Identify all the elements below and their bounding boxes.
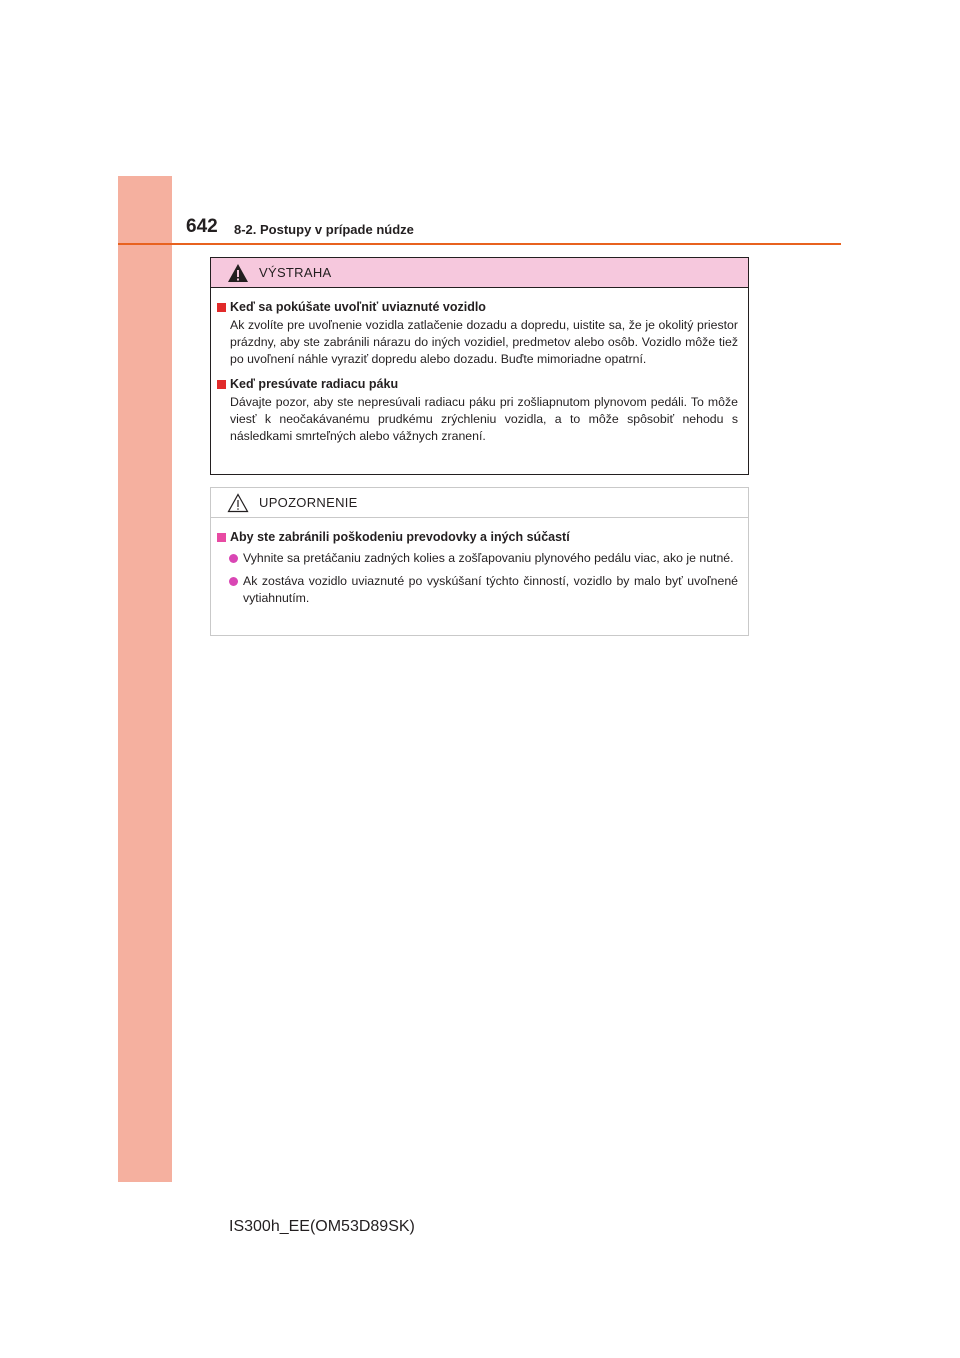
notice-heading-text: Aby ste zabránili poškodeniu prevodovky a iných súčastí	[230, 530, 570, 544]
warning-header	[211, 258, 748, 288]
warning-item-heading-text: Keď sa pokúšate uvoľniť uviaznuté vozidlo	[230, 300, 486, 314]
round-bullet-icon	[229, 554, 238, 563]
notice-bullet	[229, 550, 738, 567]
warning-item-heading-text: Keď presúvate radiacu páku	[230, 377, 399, 391]
caution-triangle-icon	[227, 493, 249, 513]
warning-body	[211, 288, 748, 445]
notice-title: UPOZORNENIE	[259, 495, 358, 510]
page-number: 642	[186, 216, 218, 237]
model-code-footer: IS300h_EE(OM53D89SK)	[229, 1218, 415, 1235]
notice-bullet-text: Ak zostáva vozidlo uviaznuté po vyskúšaní týchto činností, vozidlo by malo byť uvoľnené vytiahnutím.	[243, 574, 738, 605]
warning-triangle-icon	[227, 263, 249, 283]
section-title: 8-2. Postupy v prípade núdze	[234, 222, 414, 237]
warning-item-text: Dávajte pozor, aby ste nepresúvali radiacu páku pri zošliapnutom plynovom pedáli. To môže viesť k neočakávanému prudkému zrýchleniu vozidla, a to môže spôsobiť nehodu s následkami smrteľných alebo vážnych zranení.	[230, 395, 738, 443]
notice-header	[211, 488, 748, 518]
notice-bullet	[229, 573, 738, 607]
header-rule	[118, 243, 841, 245]
square-bullet-icon	[217, 380, 226, 389]
warning-title: VÝSTRAHA	[259, 265, 332, 280]
square-bullet-icon	[217, 303, 226, 312]
warning-item-heading	[217, 300, 738, 314]
round-bullet-icon	[229, 577, 238, 586]
square-bullet-icon	[217, 533, 226, 542]
warning-box	[210, 257, 749, 475]
warning-item-heading	[217, 377, 738, 391]
notice-box	[210, 487, 749, 636]
notice-body	[211, 518, 748, 607]
notice-heading	[217, 530, 738, 544]
warning-item-text: Ak zvolíte pre uvoľnenie vozidla zatlačenie dozadu a dopredu, uistite sa, že je okolitý priestor prázdny, aby ste zabránili nárazu do iných vozidiel, predmetov alebo osôb. Vozidlo môže tiež po uvoľnení náhle vyraziť dopredu alebo dozadu. Buďte mimoriadne opatrní.	[230, 318, 738, 366]
side-color-band	[118, 176, 172, 1182]
notice-bullet-text: Vyhnite sa pretáčaniu zadných kolies a zošľapovaniu plynového pedálu viac, ako je nutné.	[243, 551, 734, 565]
